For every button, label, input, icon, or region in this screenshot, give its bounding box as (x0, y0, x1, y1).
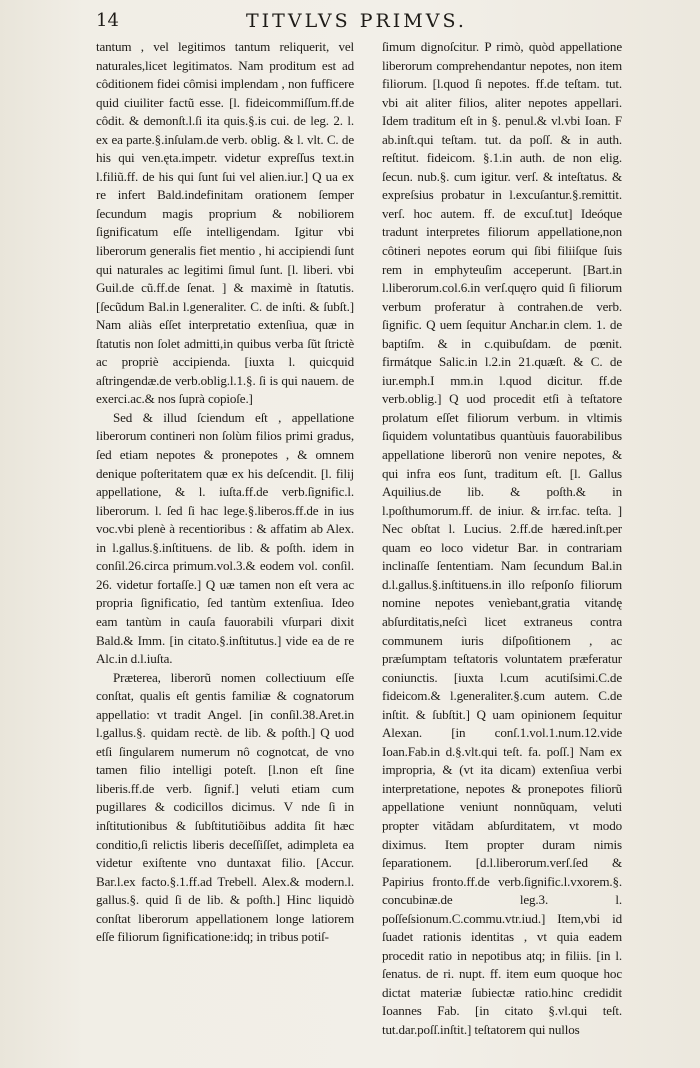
running-title: TITVLVS PRIMVS. (246, 10, 467, 32)
right-paragraph-1: ſimum dignoſcitur. P rimò, quòd appellatione liberorum comprehendantur nepotes, non item filiorum. [l.quod ſi nepotes. ff.de teſtam. tut. vbi ait aliter filios, aliter nepotes appellari. Idem traditum eſt in §. penul.& vl.vbi Ioan. F ab.inſt.qui teſtam. tut. da poſſ. & in auth. reſtitut. fideicom. §.1.in auth. de non elig. ſecun. nub.§. cum igitur. verſ. & inteſtatus. & expreſsius probatur in l.excuſantur.§.remittit. verſ. hoc autem. ff. de excuſ.tut] Ideóque tradunt interpretes filiorum appellatione,non côtineri nepotes eorum qui ſibi filiiſque ſuis rem in emphyteuſim acceperunt. [Bart.in l.liberorum.col.6.in verſ.quęro quid ſi filiorum verbum proferatur à contrahen.de verb. ſignific. Q uem ſequitur Anchar.in clem. 1. de baptiſm. & in c.quibuſdam. de pœnit. firmátque Salic.in l.2.in 21.quæſt. & C. de iur.emph.I mm.in l.quod dicitur. ff.de verb.oblig.] Q uod procedit etſi à teſtatore prolatum eſſet filiorum verbum. in vltimis ſiquidem voluntatibus quantùuis fauorabilibus appellatione liberorũ non venire nepotes, & qui infra eos ſunt, traditum eſt. [l. Gallus Aquilius.de lib. & poſth.& in l.poſthumorum.ff. de iniur. & irr.fac. teſta. ] Nec obſtat l. Lucius. 2.ff.de hæred.inſt.per quam eo loco videtur Bar. in contrariam inclinaſſe ſententiam. Nam ſecundum Bal.in d.l.gallus.§.inſtituens.in illo reſponſo filiorum nomine nepotes venìebant,gratia vitandę abſurditatis,neſcì licet extraneus contra communem iuris diſpoſitionem , ac præſumptam teſtatoris voluntatem præferatur coniunctis. [iuxta l.cum acutiſsimi.C.de fideicom.& l.generaliter.§.cum autem. C.de inſtit. & ſubſtit.] Q uam opinionem ſequitur Alexan. [in conſ.1.vol.1.num.12.vide Ioan.Fab.in d.§.vlt.qui teſt. fa. poſſ.] Nam ex impropria, & (vt ita dicam) extenſiua verbi interpretatione, nepotes & pronepotes filiorũ appellatione veniunt nonnũquam, veluti propter vitãdam abſurditatem, vt modo diximus. Item propter duram nimis ſeparationem. [d.l.liberorum.verſ.ſed & Papirius fronto.ff.de verb.ſignific.l.vxorem.§. concubinæ.de leg.3. l. poſſeſsionum.C.commu.vtr.iud.] Item,vbi id ſuadet rationis identitas , vt quia eadem procedit ratio in nepotibus atq; in filiis. [in l. ſenatus. de ri. nupt. ff. item eum quoque hoc dictat materiæ ſubiectæ ratio.hinc credidit Ioannes Fab. [in citato §.vl.qui teſt. tut.dar.poſſ.inſtit.] teſtatorem qui nullos (382, 39, 622, 1037)
left-column (96, 38, 354, 947)
left-paragraph-1: tantum , vel legitimos tantum reliquerit, vel naturales,licet legitimatos. Nam proditum est ad côditionem fidei cômisi implendam , non fufficere quid ciuiliter factũ esse. [l. fideicommiſſum.ff.de côdit. & demonſt.l.ſi ita quis.§.is cui. de leg. 2. l. ex ea parte.§.inſulam.de verb. oblig. & l. vlt. C. de his qui ven.ęta.impetr. videtur expreſſus text.in l.filiũ.ff. de his qui ſunt ſui vel alien.iur.] Q ua ex re infert Bald.indefinitam orationem ſemper ſecundum magis proprium & nobiliorem ſignificatum eſſe intelligendam. Igitur vbi liberorum generalis fiet mentio , hi accipiendi ſunt qui naturales ac legitimi ſimul ſunt. [l. liberi. vbi Guil.de cũ.ff.de ſenat. ] & maximè in ſtatutis. [ſecũdum Bal.in l.generaliter. C. de inſti. & ſubſt.] Nam aliàs eſſet interpretatio extenſiua, quæ in ſtatutis non ſolet admitti,in quibus verba ſũt ſtrictè ac propriè accipienda. [iuxta l. quicquid aſtringendæ.de verb.oblig.l.1.§. ſi is qui nauem. de exerci.ac.& nos ſuprà copioſe.] (96, 39, 354, 407)
left-paragraph-2: Sed & illud ſciendum eſt , appellatione liberorum contineri non ſolùm filios primi gradus, ſed etiam nepotes & pronepotes , & omnem denique poſteritatem quæ ex his deſcendit. [l. filij appellatione, & l. iuſta.ff.de verb.ſignific.l. liberorum. l. ſed ſi hac lege.§.liberos.ff.de in ius voc.vbi plenè à recentioribus : & affatim ab Alex. in l.gallus.§.inſtituens. de lib. & poſth. idem in conſil.26.circa primum.vol.3.& eodem vol. conſil. 26. videtur fortaſſe.] Q uæ tamen non eſt vera ac propria ſignificatio, ſed tantùm extenſiua. Ideo eam tantùm in cauſa fauorabili vſurpari dixit Bald.& Imm. [in citato.§.inſtitutus.] vide ea de re Alc.in d.l.iuſta. (96, 409, 354, 667)
page-header (96, 8, 621, 38)
right-column (382, 38, 622, 1040)
page-number: 14 (96, 10, 119, 31)
left-paragraph-3: Præterea, liberorũ nomen collectiuum eſſe conſtat, qualis eſt gentis familiæ & cognatorum appellatio: vt tradit Angel. [in conſil.38.Aret.in l.gallus.§. quidam rectè. de lib. & poſth.] Q uod etſi ſingularem numerum nô cognotcat, de vno tamen filio intelligi poteſt. [l.non eſt ſine liberis.ff.de verb. ſignif.] veluti etiam cum pugillares & codicillos dicimus. V nde ſi in inſtitutionibus & ſubſtitutiõibus addita ſit hæc conditio,ſi relictis liberis deceſſiſſet, adimpleta ea videtur exiſtente vno duntaxat filio. [Accur. Bar.l.ex facto.§.1.ff.ad Trebell. Alex.& modern.l. gallus.§. quid ſi de lib. & poſth.] Hinc liquidò conſtat liberorum appellationem longe latiorem eſſe filiorum ſignificatione:idq; in tribus potiſ- (96, 669, 354, 945)
